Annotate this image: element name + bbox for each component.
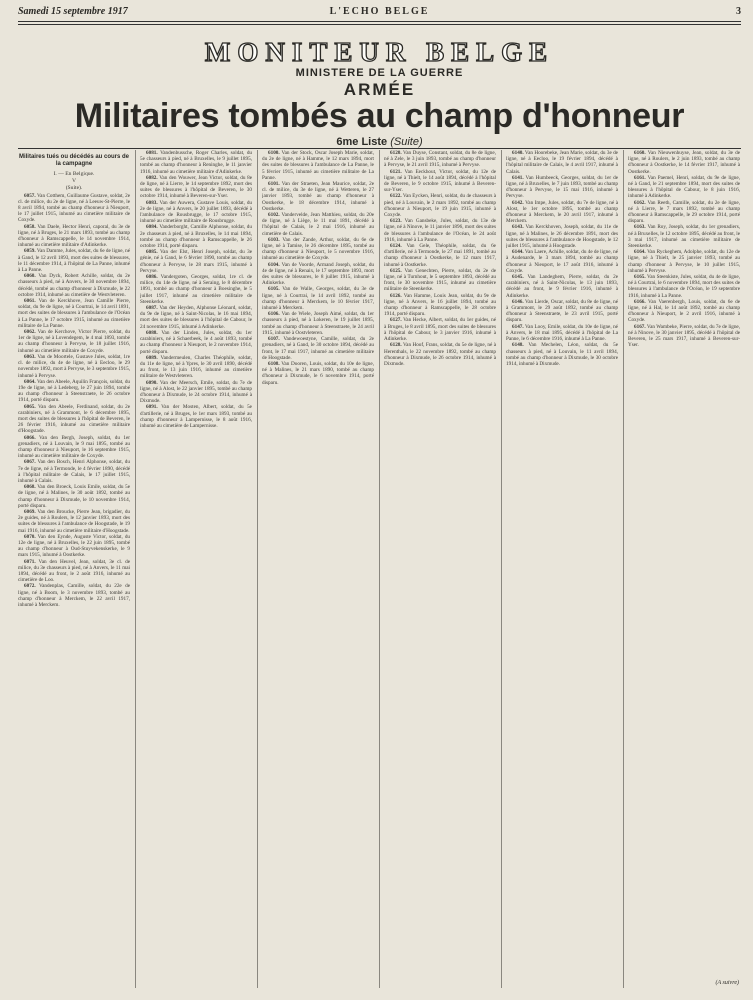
column-divider [379,150,380,988]
casualty-entry [384,342,496,367]
casualty-entry [140,175,252,200]
column-6 [628,150,740,988]
entry-number: 6072. [24,583,36,590]
entry-number: 6128. [390,342,402,349]
entry-number: 6126. [390,292,402,299]
entry-text: Van Damme, Jules, soldat, du 6e de ligne, né à Gand, le 12 avril 1893, mort des suites de blessures, le 11 décembre 1914, à l'hôpital de La Panne, inhumé à La Panne. [18,248,130,274]
casualty-entry [506,324,618,343]
entry-number: 6061. [24,298,36,305]
casualty-entry [506,249,618,274]
casualty-entry [262,181,374,212]
casualty-entry [628,274,740,299]
casualty-entry [506,224,618,249]
casualty-entry [384,317,496,342]
casualty-entry [140,404,252,429]
entry-text: Vandewoestyne, Camille, soldat, du 2e grenadiers, né à Gand, le 30 octobre 1894, décédé au front, le 17 mai 1917, inhumé au cimetière militaire de Hoogstade. [262,336,374,361]
entry-text: Van der Mosten, Albert, soldat, du 5e d'artillerie, né à Bruges, le 1er mars 1893, tombé au champ d'honneur à Lampernisse, le 8 août 1916, inhumé au cimetière de Lampernisse. [140,404,252,429]
entry-text: Vandenplas, Camille, soldat, du 22e de ligne, né à Boom, le 3 novembre 1893, tombé au champ d'honneur à Merckem, le 22 avril 1917, inhumé à Merckem. [18,583,130,609]
entry-number: 6106. [268,311,280,318]
entry-number: 6125. [390,267,402,274]
entry-text: Van den Abeele, Ferdinand, soldat, du 2e carabiniers, né à Grammont, le 6 décembre 1895, mort des suites de blessures à l'hôpital de Beveren, le 26 février 1916, inhumé au cimetière militaire d'Hoogstade. [18,403,130,435]
entry-text: Van den Heuvel, Jean, soldat, 3e cl. de milice, du 3e chasseurs à pied, né à Anvers, le 11 mai 1894, décédé au front, le 2 août 1916, inhumé au cimetière de Loo. [18,558,130,584]
entry-text: Van Hoorebeke, Jean Marie, soldat, du 3e de ligne, né à Eecloo, le 19 février 1894, décédé à l'hôpital militaire de Calais, le 4 avril 1917, inhumé à Calais. [506,150,618,175]
entry-number: 6057. [24,192,36,199]
casualty-entry [262,212,374,237]
entry-number: 6085. [146,249,158,256]
casualty-entry [18,248,130,273]
entry-number: 6122. [390,193,402,200]
entry-text: Vandermeulen, Charles Théophile, soldat, du 11e de ligne, né à Ypres, le 30 avril 1890, décédé au front, le 13 juin 1916, inhumé au cimetière militaire de Westvleteren. [140,354,252,380]
entry-text: Van Eycken, Henri, soldat, du 4e chasseurs à pied, né à Louvain, le 2 mars 1892, tombé au champ d'honneur à Nieuport, le 19 juin 1915, inhumé à Coxyde. [384,193,496,219]
entry-text: Van der Linden, Jules, soldat, du 1er carabiniers, né à Schaerbeek, le 4 août 1893, tombé au champ d'honneur à Nieuport, le 2 novembre 1914, porté disparu. [140,329,252,355]
entry-text: Van der Zande, Arthur, soldat, du 6e de ligne, né à Tamise, le 26 décembre 1895, tombé au champ d'honneur à Nieuport, le 5 novembre 1916, inhumé au cimetière de Coxyde. [262,236,374,262]
casualty-entry [262,262,374,287]
casualty-entry [18,404,130,435]
entry-number: 6100. [268,150,280,156]
entry-text: Van Cotthem, Guillaume Gustave, soldat, 2e cl. de milice, du 2e de ligne, né à Leeuw-St-Pierre, le 8 avril 1894, tombé au champ d'honneur à Nieuport, le 17 juillet 1915, inhumé au cimetière militaire de Coxyde. [18,192,130,224]
casualty-entry [140,330,252,355]
entry-text: Van der Meersch, Emile, soldat, du 7e de ligne, né à Alost, le 22 janvier 1895, tombé au champ d'honneur à Dixmude, le 24 octobre 1914, inhumé à Dixmude. [140,379,252,405]
entry-number: 6160. [634,150,646,156]
list-label [18,136,741,148]
casualty-entry [262,361,374,386]
entry-text: Van der Elst, Henri Joseph, soldat, du 3e génie, né à Gand, le 6 février 1890, tombé au champ d'honneur à Pervyse, le 28 mars 1915, inhumé à Pervyse. [140,249,252,274]
casualty-entry [140,355,252,380]
entry-text: Van Laere, Achille, soldat, du 4e de ligne, né à Audenarde, le 3 mars 1894, tombé au champ d'honneur à Nieuport, le 17 août 1916, inhumé à Coxyde. [506,249,618,274]
entry-number: 6165. [634,274,646,281]
page-number: 3 [736,6,741,17]
entry-text: Vandergoten, Georges, soldat, 1re cl. de milice, du 14e de ligne, né à Seraing, le 8 décembre 1891, tombé au champ d'honneur à Boesinghe, le 5 juillet 1917, inhumé au cimetière militaire de Steenkerke. [140,274,252,305]
entry-number: 6083. [146,199,158,206]
casualty-entry [140,305,252,330]
entry-number: 6143. [512,224,524,231]
entry-number: 6069. [24,508,36,515]
casualty-entry [18,459,130,484]
entry-text: Van den Abeele, Aquilin François, soldat, du 19e de ligne, né à Ledeberg, le 27 juin 1894, tombé au champ d'honneur à Steenstraete, le 26 octobre 1914, porté disparu. [18,378,130,404]
entry-number: 6141. [512,174,524,181]
entry-text: Van den Bosch, Henri Alphonse, soldat, du 7e de ligne, né à Termonde, le 4 février 1890, décédé à l'hôpital militaire de Calais, le 17 juillet 1915, inhumé à Calais. [18,459,130,484]
issue-date: Samedi 15 septembre 1917 [18,6,128,17]
casualty-entry [262,286,374,311]
entry-text: Van Dooren, Louis, soldat, du 10e de ligne, né à Malines, le 21 mars 1890, tombé au champ d'honneur à Dixmude, le 6 novembre 1914, porté disparu. [262,360,374,386]
entry-number: 6089. [146,354,158,361]
casualty-entry [384,268,496,293]
entry-number: 6123. [390,218,402,225]
entry-number: 6144. [512,249,524,256]
running-head [18,6,741,20]
entry-number: 6163. [634,224,646,231]
entry-number: 6068. [24,484,36,491]
entry-text: Van den Broeck, Louis Emile, soldat, du 5e de ligne, né à Malines, le 30 août 1892, tombé au champ d'honneur à Dixmude, le 10 novembre 1914, porté disparu. [18,484,130,509]
entry-number: 6065. [24,403,36,410]
entry-text: Van Mechelen, Léon, soldat, du 5e chasseurs à pied, né à Louvain, le 11 avril 1894, tombé au champ d'honneur à Dixmude, le 30 octobre 1914, inhumé à Dixmude. [506,342,618,367]
column-5 [506,150,618,988]
casualty-entry [18,193,130,224]
entry-number: 6164. [634,249,646,256]
entry-text: Van Impe, Jules, soldat, du 7e de ligne, né à Alost, le 1er octobre 1895, tombé au champ d'honneur à Merckem, le 20 avril 1917, inhumé à Merckem. [506,199,618,225]
entry-text: Van Steenkiste, Jules, soldat, du 4e de ligne, né à Courtrai, le 6 novembre 1894, mort des suites de blessures à l'ambulance de l'Océan, le 19 septembre 1916, inhumé à La Panne. [628,274,740,299]
entry-text: Vandervelde, Jean Matthieu, soldat, du 20e de ligne, né à Liège, le 11 mai 1891, décédé à l'hôpital de Calais, le 2 mai 1916, inhumé au cimetière de Calais. [262,212,374,237]
column-2 [140,150,252,988]
entry-number: 6081. [146,150,158,156]
entry-number: 6059. [24,248,36,255]
entry-number: 6090. [146,379,158,386]
entry-number: 6146. [512,298,524,305]
casualty-entry [628,150,740,175]
entry-number: 6124. [390,243,402,250]
entry-number: 6082. [146,174,158,181]
entry-number: 6167. [634,323,646,330]
entry-text: Van Kerckhoven, Joseph, soldat, du 11e de ligne, né à Malines, le 26 décembre 1891, mort des suites de blessures à l'ambulance de Hoogstade, le 12 juillet 1915, inhumé à Hoogstade. [506,224,618,250]
entry-text: Van Dyck, Robert Achille, soldat, du 2e chasseurs à pied, né à Anvers, le 30 novembre 1894, décédé, tombé au champ d'honneur à Dixmude, le 22 octobre 1914, inhumé au cimetière de Westvleteren. [18,273,130,298]
casualty-entry [628,249,740,274]
entry-number: 6070. [24,533,36,540]
entry-number: 6142. [512,199,524,206]
casualty-entry [140,380,252,405]
continued-note: (A suivre) [715,980,739,986]
entry-text: Van Lierde, Oscar, soldat, du 8e de ligne, né à Grammont, le 29 août 1892, tombé au champ d'honneur à Steenstraete, le 23 avril 1915, porté disparu. [506,298,618,324]
list-number: 6me Liste [336,136,388,148]
casualty-entry [506,150,618,175]
entry-text: Van Roy, Joseph, soldat, du 1er grenadiers, né à Bruxelles, le 12 octobre 1895, décédé au front, le 3 mai 1917, inhumé au cimetière militaire de Steenkerke. [628,224,740,250]
casualty-entry [18,354,130,379]
entry-text: Van de Moortele, Gustave Jules, soldat, 1re cl. de milice, du 4e de ligne, né à Eecloo, le 29 novembre 1892, mort à Pervyse, le 3 septembre 1915, inhumé à Pervyse. [18,353,130,379]
column-divider [623,150,624,988]
entry-number: 6060. [24,273,36,280]
entry-text: Van der Auwera, Gustave Louis, soldat, du 2e de ligne, né à Anvers, le 20 juillet 1893, décédé à l'ambulance de Rousbrugge, le 17 octobre 1915, inhumé au cimetière militaire de Rousbrugge. [140,199,252,225]
entry-number: 6063. [24,353,36,360]
entry-text: Van Reeth, Camille, soldat, du 2e de ligne, né à Lierre, le 7 mars 1892, tombé au champ d'honneur à Ramscappelle, le 29 octobre 1914, porté disparu. [628,199,740,225]
casualty-entry [18,224,130,249]
entry-text: Van Hoof, Frans, soldat, du 5e de ligne, né à Herenthals, le 22 novembre 1892, tombé au champ d'honneur à Dixmude, le 26 octobre 1914, inhumé à Dixmude. [384,342,496,367]
casualty-entry [628,299,740,324]
column-3 [262,150,374,988]
entry-text: Vandenbussche, Roger Charles, soldat, du 5e chasseurs à pied, né à Bruxelles, le 9 juillet 1895, tombé au champ d'honneur à Reninghe, le 11 janvier 1916, inhumé au cimetière militaire d'Adinkerke. [140,150,252,175]
entry-number: 6091. [146,404,158,411]
casualty-entry [18,379,130,404]
casualty-entry [18,298,130,329]
entry-number: 6058. [24,223,36,230]
entry-text: Van Gele, Théophile, soldat, du 6e d'artillerie, né à Termonde, le 27 mai 1891, tombé au champ d'honneur à Oostkerke, le 12 mars 1917, inhumé à Oostkerke. [384,243,496,268]
casualty-entry [18,509,130,534]
entry-text: Van den Eynde, Auguste Victor, soldat, du 12e de ligne, né à Bruxelles, le 22 juin 1895, tombé au champ d'honneur à Oud-Stuyvekenskerke, le 9 mars 1915, inhumé à Oostkerke. [18,533,130,559]
entry-number: 6108. [268,360,280,367]
casualty-entry [140,249,252,274]
casualty-entry [506,274,618,299]
top-rule-thin [18,24,741,25]
column1-letter: V [71,178,77,185]
entry-text: Van Ryckeghem, Adolphe, soldat, du 12e de ligne, né à Thielt, le 25 janvier 1893, tombé au champ d'honneur à Pervyse, le 10 juillet 1915, inhumé à Pervyse. [628,249,740,274]
casualty-entry [506,342,618,367]
entry-number: 6104. [268,261,280,268]
entry-number: 6064. [24,378,36,385]
entry-number: 6140. [512,150,524,156]
entry-number: 6105. [268,286,280,293]
entry-number: 6087. [146,305,158,312]
column1-suite: (Suite). [65,185,83,192]
entry-number: 6162. [634,199,646,206]
entry-text: Van Landeghem, Pierre, soldat, du 2e carabiniers, né à Saint-Nicolas, le 13 juin 1893, décédé au front, le 9 février 1916, inhumé à Adinkerke. [506,274,618,299]
headline: Militaires tombés au champ d'honneur [74,97,685,135]
casualty-entry [384,193,496,218]
entry-number: 6088. [146,329,158,336]
entry-number: 6161. [634,174,646,181]
casualty-entry [140,150,252,175]
entry-number: 6101. [268,181,280,188]
entry-text: Vanderborght, Camille Alphonse, soldat, du 2e chasseurs à pied, né à Bruxelles, le 14 mai 1894, tombé au champ d'honneur à Ramscappelle, le 26 octobre 1914, porté disparu. [140,224,252,250]
entry-number: 6103. [268,236,280,243]
entry-number: 6121. [390,168,402,175]
entry-text: Van Gansbeke, Jules, soldat, du 13e de ligne, né à Ninove, le 11 janvier 1896, mort des suites de blessures à l'ambulance de l'Océan, le 24 août 1916, inhumé à La Panne. [384,218,496,243]
entry-text: Van Genechten, Pierre, soldat, du 2e de ligne, né à Turnhout, le 5 septembre 1893, décédé au front, le 30 novembre 1915, inhumé au cimetière militaire de Steenkerke. [384,267,496,293]
entry-text: Van Hamme, Louis Jean, soldat, du 9e de ligne, né à Anvers, le 16 juillet 1894, tombé au champ d'honneur à Ramscappelle, le 28 octobre 1914, porté disparu. [384,292,496,318]
column-divider [501,150,502,988]
casualty-entry [140,224,252,249]
entry-number: 6166. [634,298,646,305]
casualty-entry [18,435,130,460]
entry-text: Van Daele, Hector Henri, caporal, du 3e de ligne, né à Bruges, le 21 mars 1893, tombé au champ d'honneur à Ramscappelle, le 14 novembre 1914, inhumé au cimetière militaire d'Adinkerke. [18,223,130,249]
casualty-entry [506,175,618,200]
casualty-entry [384,218,496,243]
casualty-entry [384,169,496,194]
column1-heading: Militaires tués ou décédés au cours de la campagne [18,154,130,167]
entry-text: Van Hecke, Albert, soldat, du 1er guides, né à Bruges, le 8 avril 1895, mort des suites de blessures à l'hôpital de Cabour, le 3 janvier 1916, inhumé à Adinkerke. [384,317,496,343]
casualty-entry [18,534,130,559]
entry-number: 6120. [390,150,402,156]
entry-text: Van de Kerchove, Victor Pierre, soldat, du 1er de ligne, né à Lovendegem, le 4 mai 1893, tombé au champ d'honneur à Pervyse, le 18 juillet 1916, inhumé au cimetière militaire de Coxyde. [18,329,130,354]
list-suite: (Suite) [390,136,423,148]
masthead-title: MONITEUR BELGE [204,37,555,67]
column-4 [384,150,496,988]
entry-text: Van Vaerenbergh, Louis, soldat, du 6e de ligne, né à Hal, le 14 août 1892, tombé au champ d'honneur à Nieuport, le 2 avril 1916, inhumé à Coxyde. [628,298,740,324]
entry-text: Van Nieuwenhuyse, Jean, soldat, du 3e de ligne, né à Roulers, le 2 juin 1893, tombé au champ d'honneur à Oostkerke, le 14 février 1917, inhumé à Oostkerke. [628,150,740,175]
entry-number: 6086. [146,274,158,281]
entry-number: 6147. [512,323,524,330]
casualty-entry [384,150,496,169]
casualty-entry [262,311,374,336]
entry-number: 6145. [512,274,524,281]
entry-number: 6148. [512,342,524,349]
top-rule [18,21,741,22]
casualty-entry [140,200,252,225]
entry-text: Van de Voorde, Armand Joseph, soldat, du 4e de ligne, né à Renaix, le 17 septembre 1893, mort des suites de blessures, le 8 juillet 1915, inhumé à Adinkerke. [262,261,374,287]
casualty-entry [628,324,740,349]
casualty-entry [506,299,618,324]
column-divider [135,150,136,988]
casualty-entry [18,273,130,298]
ministry-heading: MINISTERE DE LA GUERRE [295,67,464,79]
column1-subheading: I. — En Belgique. [53,171,95,177]
entry-number: 6127. [390,317,402,324]
entry-text: Van den Bergh, Joseph, soldat, du 1er grenadiers, né à Louvain, le 9 mai 1895, tombé au champ d'honneur à Nieuport, le 16 septembre 1915, inhumé au cimetière militaire de Coxyde. [18,434,130,460]
entry-text: Van Duyse, Constant, soldat, du 8e de ligne, né à Zele, le 3 juin 1893, tombé au champ d'honneur à Pervyse, le 21 avril 1915, inhumé à Pervyse. [384,150,496,169]
entry-text: Van der Straeten, Jean Maurice, soldat, 2e cl. de milice, du 3e de ligne, né à Wetteren, le 27 janvier 1893, tombé au champ d'honneur à Oostkerke, le 18 décembre 1914, inhumé à Oostkerke. [262,181,374,212]
casualty-entry [262,150,374,181]
entry-number: 6066. [24,434,36,441]
column-divider [257,150,258,988]
entry-number: 6084. [146,224,158,231]
casualty-entry [628,224,740,249]
casualty-entry [18,559,130,584]
entry-text: Van Looy, Emile, soldat, du 10e de ligne, né à Anvers, le 18 mai 1895, décédé à l'hôpital de La Panne, le 6 décembre 1916, inhumé à La Panne. [506,323,618,343]
casualty-entry [18,583,130,608]
casualty-entry [18,329,130,354]
entry-text: Van der Heyden, Alphonse Léonard, soldat, du 9e de ligne, né à Saint-Nicolas, le 16 mai 1894, mort des suites de blessures à l'hôpital de Cabour, le 24 novembre 1915, inhumé à Adinkerke. [140,305,252,330]
entry-number: 6107. [268,336,280,343]
entry-text: Van Paemel, Henri, soldat, du 9e de ligne, né à Gand, le 21 septembre 1894, mort des suites de blessures à l'hôpital de Cabour, le 8 juin 1916, inhumé à Adinkerke. [628,174,740,200]
casualty-entry [384,243,496,268]
casualty-entry [384,293,496,318]
casualty-entry [262,237,374,262]
entry-text: Van de Walle, Georges, soldat, du 3e de ligne, né à Courtrai, le 14 avril 1892, tombé au champ d'honneur à Merckem, le 10 février 1917, inhumé à Merckem. [262,286,374,312]
entry-number: 6067. [24,459,36,466]
casualty-entry [262,336,374,361]
entry-text: Van Humbeeck, Georges, soldat, du 1er de ligne, né à Bruxelles, le 7 juin 1893, tombé au champ d'honneur à Pervyse, le 15 mai 1916, inhumé à Pervyse. [506,174,618,200]
entry-text: Van de Kerckhove, Jean Camille Pierre, soldat, du 9e de ligne, né à Courtrai, le 14 avril 1891, mort des suites de blessures à l'ambulance de l'Océan à La Panne, le 17 octobre 1915, inhumé au cimetière militaire de La Panne. [18,298,130,329]
entry-text: Van den Broucke, Pierre Jean, brigadier, du 2e guides, né à Roulers, le 12 janvier 1893, mort des suites de blessures à l'ambulance de Hoogstade, le 19 mai 1916, inhumé au cimetière militaire d'Hoogstade. [18,508,130,534]
newspaper-name: L'ECHO BELGE [329,6,430,17]
column-1 [18,150,130,988]
entry-number: 6062. [24,329,36,336]
header-bottom-rule [18,148,741,149]
entry-text: Van de Wiele, Joseph Aimé, soldat, du 1er chasseurs à pied, né à Lokeren, le 19 juillet 1895, tombé au champ d'honneur à Steenstraete, le 24 avril 1915, inhumé à Oostvleteren. [262,311,374,336]
entry-number: 6071. [24,558,36,565]
entry-text: Van der Stock, Oscar Joseph Marie, soldat, du 2e de ligne, né à Hamme, le 12 mars 1894, mort des suites de blessures à l'ambulance de La Panne, le 5 février 1915, inhumé au cimetière militaire de La Panne. [262,150,374,181]
entry-text: Van Eeckhout, Victor, soldat, du 12e de ligne, né à Thielt, le 14 août 1894, décédé à l'hôpital de Beveren, le 9 octobre 1915, inhumé à Beveren-sur-Yser. [384,168,496,194]
entry-text: Van Wambeke, Pierre, soldat, du 7e de ligne, né à Ninove, le 30 janvier 1895, décédé à l'hôpital de Beveren, le 25 mars 1917, inhumé à Beveren-sur-Yser. [628,323,740,349]
casualty-entry [18,484,130,509]
casualty-entry [140,274,252,305]
entry-text: Van den Wouwer, Jean Victor, soldat, du 8e de ligne, né à Lierre, le 14 septembre 1892, mort des suites de blessures à l'hôpital de Beveren, le 30 octobre 1914, inhumé à Beveren-sur-Yser. [140,174,252,200]
entry-number: 6102. [268,212,280,219]
section-heading: ARMÉE [343,80,416,99]
casualty-entry [506,200,618,225]
casualty-entry [628,175,740,200]
casualty-entry [628,200,740,225]
